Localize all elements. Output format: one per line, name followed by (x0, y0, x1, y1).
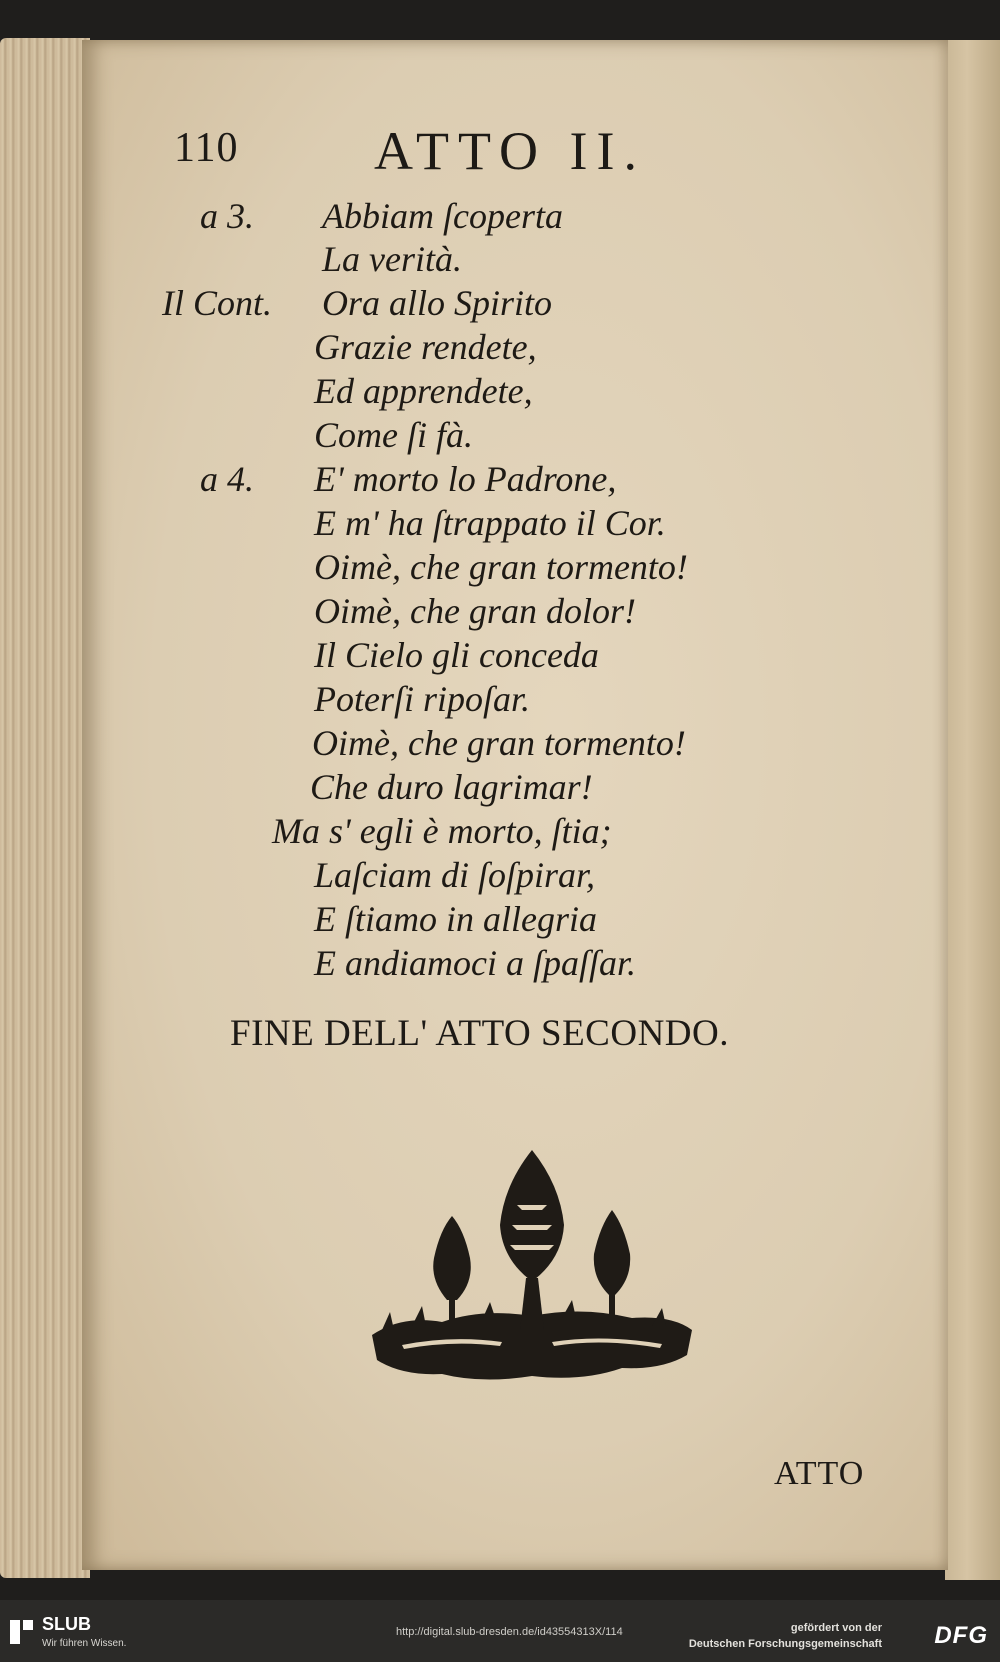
verse-line: Oimè, che gran tormento! (314, 547, 688, 587)
end-of-act-title: FINE DELL' ATTO SECONDO. (230, 1013, 729, 1054)
verse-line: Oimè, che gran tormento! (312, 723, 686, 763)
speaker-label: Il Cont. (162, 283, 273, 323)
verse-line: Ed apprendete, (314, 371, 533, 411)
verse-line: Come ſi fà. (314, 415, 473, 455)
verse-line: Oimè, che gran dolor! (314, 591, 636, 631)
institution-name: SLUB (42, 1614, 91, 1634)
page-edges-left (0, 38, 90, 1578)
verse-line: E m' ha ſtrappato il Cor. (314, 503, 666, 543)
source-url-link[interactable]: http://digital.slub-dresden.de/id43554313X/114 (396, 1626, 623, 1638)
verse-line: Laſciam di ſoſpirar, (314, 855, 596, 895)
slub-logo-icon (8, 1618, 36, 1646)
verse-line: La verità. (322, 239, 462, 279)
digitization-footer (0, 1612, 1000, 1662)
dfg-logo: DFG (934, 1622, 988, 1649)
book-page (82, 40, 948, 1570)
institution-tagline: Wir führen Wissen. (42, 1638, 127, 1649)
verse-line: Il Cielo gli conceda (314, 635, 599, 675)
verse-line: E andiamoci a ſpaſſar. (314, 943, 636, 983)
funding-note: gefördert von der (790, 1622, 882, 1634)
three-trees-woodcut-icon (362, 1130, 702, 1400)
page-edges-right (945, 40, 1000, 1580)
verse-line: Ora allo Spirito (322, 283, 553, 323)
verse-line: Abbiam ſcoperta (322, 196, 563, 236)
verse-line: Grazie rendete, (314, 327, 537, 367)
verse-line: Poterſi ripoſar. (314, 679, 531, 719)
verse-line: E' morto lo Padrone, (314, 459, 617, 499)
verse-line: E ſtiamo in allegria (314, 899, 597, 939)
verse-line: Che duro lagrimar! (310, 767, 593, 807)
speaker-label: a 4. (200, 459, 254, 499)
catchword: ATTO (774, 1455, 865, 1492)
speaker-label: a 3. (200, 196, 254, 236)
funding-organization: Deutschen Forschungsgemeinschaft (688, 1638, 882, 1650)
running-title: ATTO II. (374, 121, 646, 181)
verse-line: Ma s' egli è morto, ſtia; (272, 811, 612, 851)
page-number: 110 (174, 125, 239, 171)
page-header (82, 120, 948, 180)
